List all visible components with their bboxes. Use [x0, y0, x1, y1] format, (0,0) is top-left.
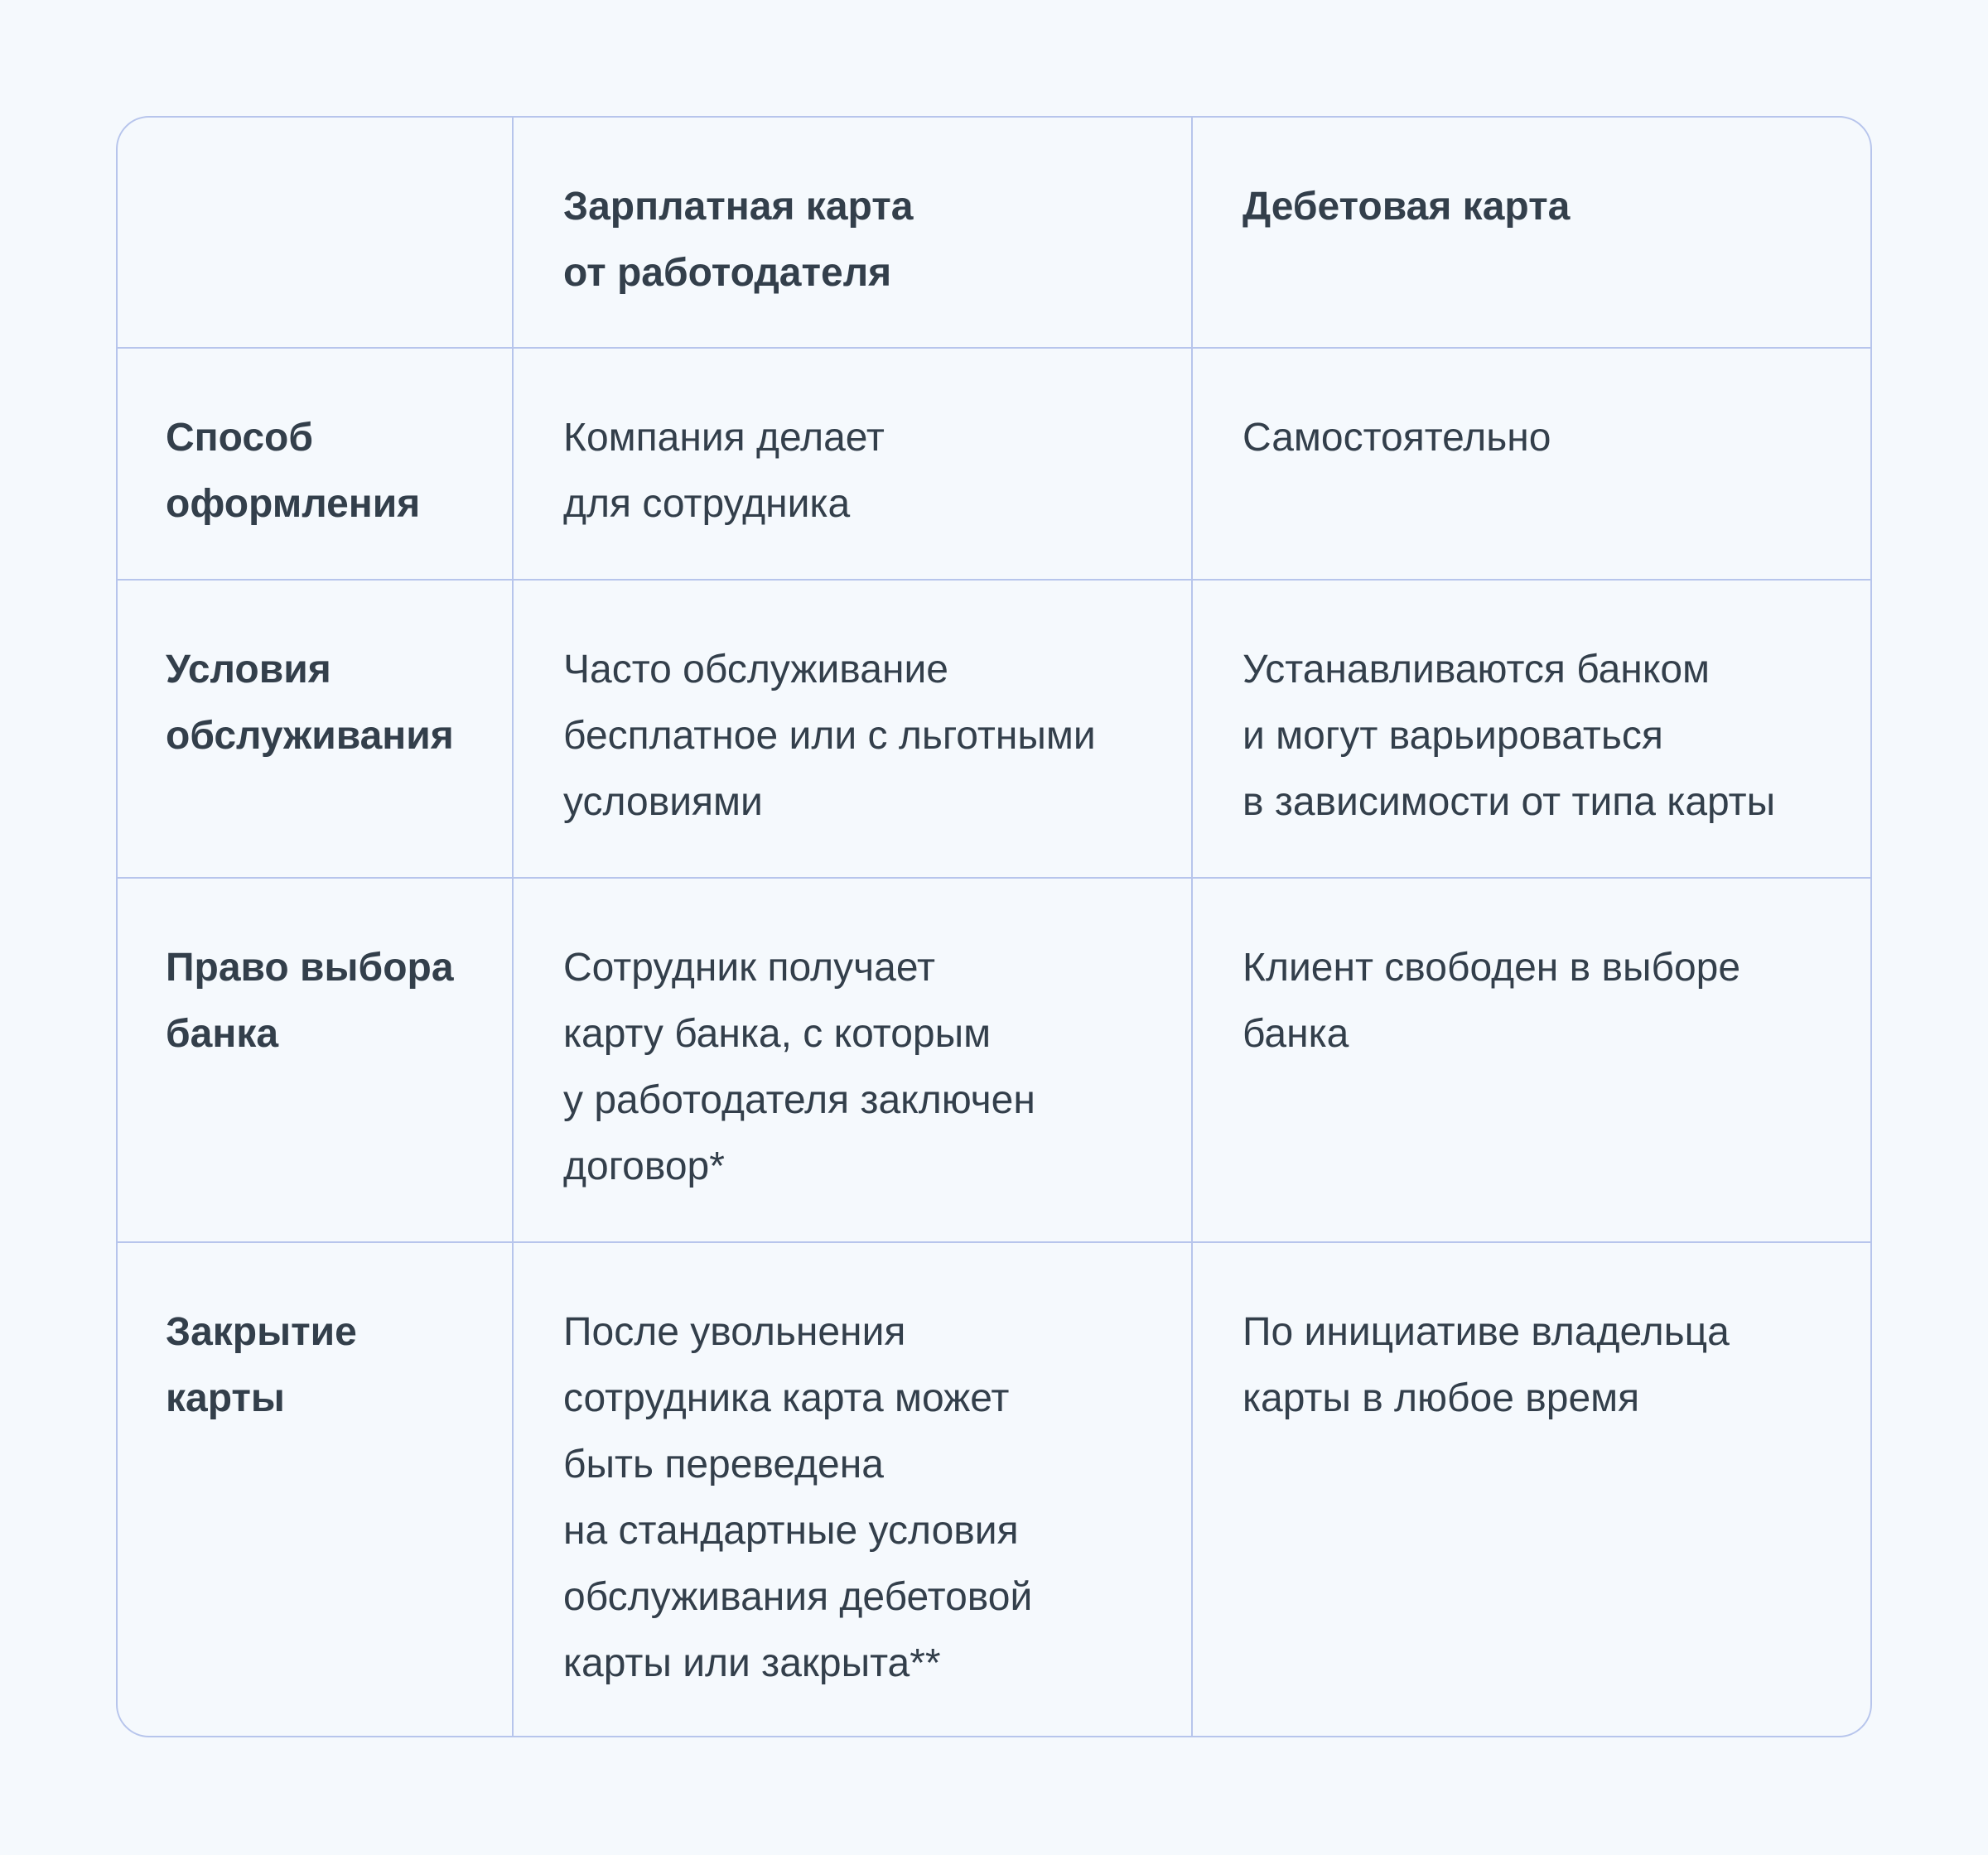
row-label-service-terms: Условия обслуживания: [118, 581, 514, 879]
header-salary-card: Зарплатная карта от работодателя: [514, 118, 1193, 349]
cell-salary-registration: Компания делает для сотрудника: [514, 349, 1193, 581]
cell-debit-card-closing: По инициативе владельца карты в любое время: [1242, 1310, 1730, 1420]
comparison-grid: [118, 118, 1870, 1736]
comparison-table: [116, 116, 1872, 1737]
cell-salary-service-terms: Часто обслуживание бесплатное или с льготными условиями: [514, 581, 1193, 879]
header-debit-card: Дебетовая карта: [1193, 118, 1872, 349]
row-label-card-closing: Закрытие карты: [118, 1243, 514, 1737]
cell-debit-service-terms: Устанавливаются банком и могут варьироваться в зависимости от типа карты: [1193, 581, 1872, 879]
cell-salary-bank-choice: Сотрудник получает карту банка, с которым у работодателя заключен договор*: [514, 879, 1193, 1243]
cell-salary-card-closing: После увольнения сотрудника карта может быть переведена на стандартные условия обслуживания дебетовой карты или закрыта**: [514, 1243, 1193, 1737]
row-label-bank-choice: Право выбора банка: [118, 879, 514, 1243]
cell-debit-registration: Самостоятельно: [1193, 349, 1872, 581]
header-corner-cell: [118, 118, 514, 349]
row-label-registration: Способ оформления: [118, 349, 514, 581]
cell-debit-bank-choice: Клиент свободен в выборе банка: [1193, 879, 1872, 1243]
